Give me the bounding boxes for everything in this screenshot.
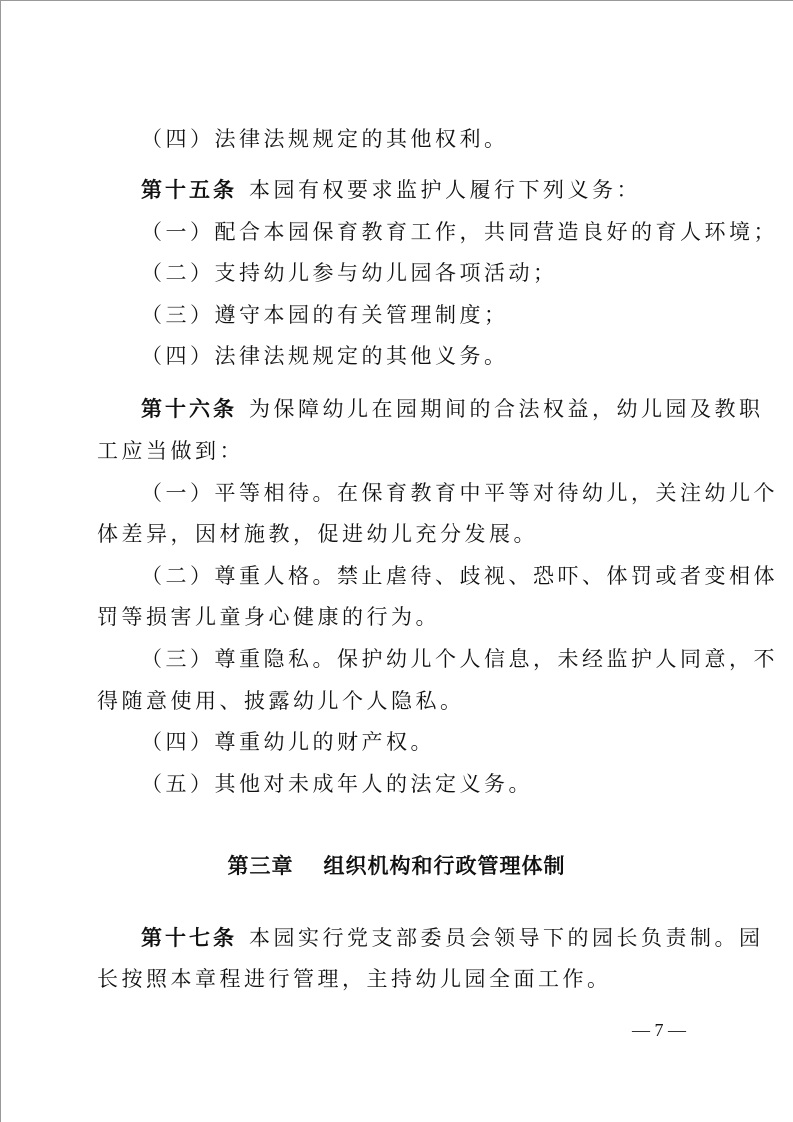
article-15-line [0, 176, 793, 204]
text-line: 得随意使用、披露幼儿个人隐私。 [97, 689, 465, 713]
text-line: （一）平等相待。在保育教育中平等对待幼儿，关注幼儿个 [141, 481, 778, 505]
text-line: 工应当做到： [97, 439, 244, 463]
text-line: （四）法律法规规定的其他权利。 [141, 127, 509, 151]
text-line: （四）法律法规规定的其他义务。 [141, 344, 509, 368]
text-line: 体差异，因材施教，促进幼儿充分发展。 [97, 522, 538, 546]
text-line: （五）其他对未成年人的法定义务。 [141, 772, 533, 796]
text-line: （一）配合本园保育教育工作，共同营造良好的育人环境； [141, 220, 778, 244]
text-line: （三）尊重隐私。保护幼儿个人信息，未经监护人同意，不 [141, 647, 778, 671]
text-line: 长按照本章程进行管理，主持幼儿园全面工作。 [97, 967, 612, 991]
article-17-label: 第十七条 [141, 925, 237, 950]
chapter-number: 第三章 [227, 854, 294, 878]
article-17-line [0, 924, 793, 952]
text-line: （四）尊重幼儿的财产权。 [141, 730, 435, 754]
article-16-label: 第十六条 [141, 396, 237, 421]
article-16-line [0, 395, 793, 423]
text-line: （二）尊重人格。禁止虐待、歧视、恐吓、体罚或者变相体 [141, 564, 778, 588]
article-16-text: 为保障幼儿在园期间的合法权益，幼儿园及教职 [249, 397, 764, 421]
chapter-heading [0, 852, 793, 880]
text-line: 罚等损害儿童身心健康的行为。 [97, 605, 440, 629]
article-17-text: 本园实行党支部委员会领导下的园长负责制。园 [249, 926, 764, 950]
page-number: — 7 — [632, 1020, 686, 1040]
page-edge-top [0, 0, 793, 1]
article-15-text: 本园有权要求监护人履行下列义务： [249, 178, 641, 202]
text-line: （二）支持幼儿参与幼儿园各项活动； [141, 261, 558, 285]
article-15-label: 第十五条 [141, 177, 237, 202]
page-edge-left [0, 0, 1, 1122]
chapter-title: 组织机构和行政管理体制 [323, 854, 566, 878]
text-line: （三）遵守本园的有关管理制度； [141, 303, 509, 327]
